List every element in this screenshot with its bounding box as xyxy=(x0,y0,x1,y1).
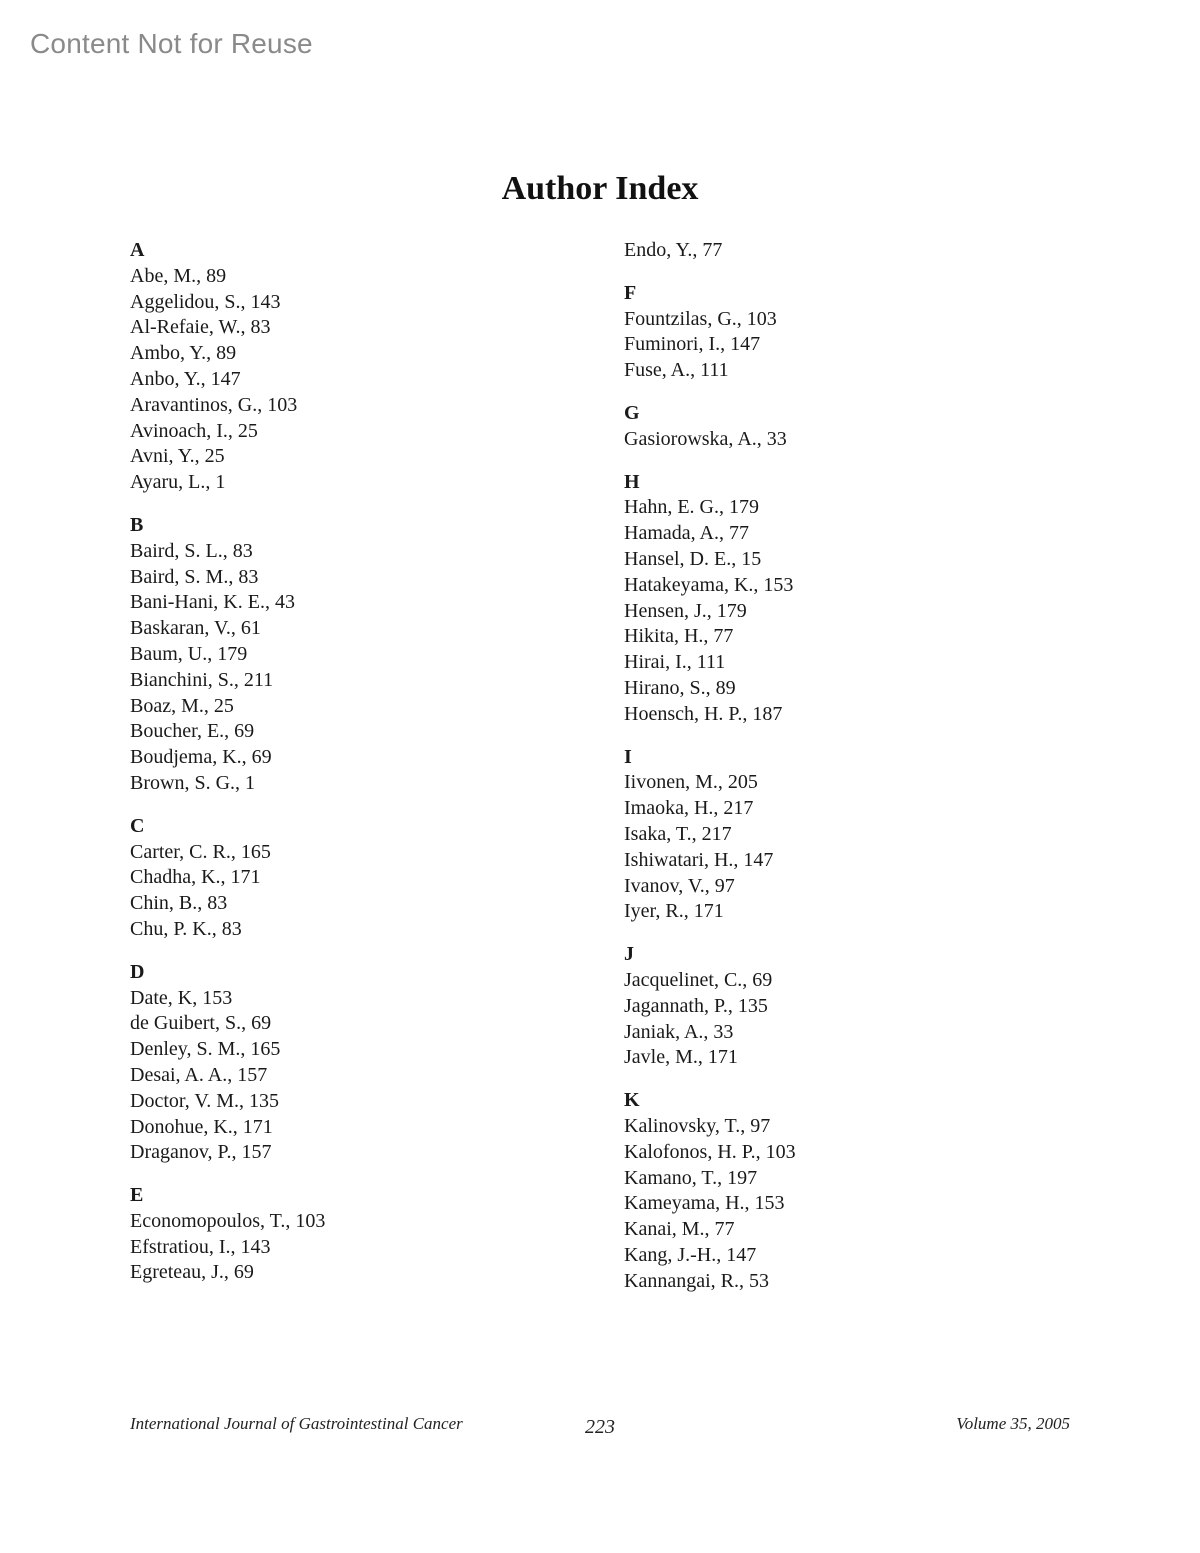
index-entry: Chu, P. K., 83 xyxy=(130,917,242,940)
index-letter-heading: A xyxy=(130,239,145,261)
index-group xyxy=(130,238,570,496)
index-entry: Al-Refaie, W., 83 xyxy=(130,316,271,339)
index-group xyxy=(624,1088,1064,1294)
index-group xyxy=(130,1183,570,1286)
index-letter-heading: D xyxy=(130,960,145,983)
index-entry: Doctor, V. M., 135 xyxy=(130,1089,280,1112)
index-entry: Boaz, M., 25 xyxy=(130,694,234,717)
index-column-left xyxy=(130,238,570,1303)
index-letter-heading: G xyxy=(624,401,640,424)
index-entry: Ayaru, L., 1 xyxy=(130,471,226,494)
index-entry: Egreteau, J., 69 xyxy=(130,1261,254,1284)
index-entry: Donohue, K., 171 xyxy=(130,1115,273,1138)
index-entry: Baird, S. L., 83 xyxy=(130,539,253,562)
index-entry: Hahn, E. G., 179 xyxy=(624,496,759,519)
index-letter-heading: C xyxy=(130,814,145,837)
index-group xyxy=(624,470,1064,728)
index-entry: Kang, J.-H., 147 xyxy=(624,1243,757,1266)
index-entry: Avni, Y., 25 xyxy=(130,445,225,468)
index-letter-heading: I xyxy=(624,745,632,768)
index-group xyxy=(624,281,1064,384)
index-entry: Kanai, M., 77 xyxy=(624,1218,735,1241)
index-entry: Chin, B., 83 xyxy=(130,892,228,915)
index-entry: Kameyama, H., 153 xyxy=(624,1192,785,1215)
index-entry: Baskaran, V., 61 xyxy=(130,617,261,640)
footer-journal-name: International Journal of Gastrointestinal Cancer xyxy=(130,1414,463,1433)
index-letter-heading: F xyxy=(624,281,637,304)
index-entry: Baird, S. M., 83 xyxy=(130,565,259,588)
index-letter-heading: J xyxy=(624,943,634,966)
index-entry: Hamada, A., 77 xyxy=(624,522,749,545)
index-entry: Chadha, K., 171 xyxy=(130,866,261,889)
index-entry: Hensen, J., 179 xyxy=(624,599,747,622)
index-entry: Draganov, P., 157 xyxy=(130,1141,272,1164)
index-group xyxy=(130,814,570,943)
index-letter-heading: H xyxy=(624,470,640,493)
index-entry: Bani-Hani, K. E., 43 xyxy=(130,591,295,614)
index-entry: Imaoka, H., 217 xyxy=(624,797,754,820)
page-title: Author Index xyxy=(501,170,699,207)
index-entry: Denley, S. M., 165 xyxy=(130,1038,281,1061)
index-entry: Baum, U., 179 xyxy=(130,642,248,665)
index-entry: Fuminori, I., 147 xyxy=(624,333,761,356)
index-entry: Efstratiou, I., 143 xyxy=(130,1235,271,1258)
index-entry: Aggelidou, S., 143 xyxy=(130,290,281,313)
index-group xyxy=(624,942,1064,1071)
index-entry: Carter, C. R., 165 xyxy=(130,840,271,863)
index-entry: Kalofonos, H. P., 103 xyxy=(624,1140,796,1163)
index-column-right xyxy=(624,238,1064,1311)
index-group xyxy=(624,238,1064,264)
index-entry: Avinoach, I., 25 xyxy=(130,419,258,442)
index-entry: Kannangai, R., 53 xyxy=(624,1269,769,1292)
index-entry: Hikita, H., 77 xyxy=(624,625,734,648)
index-group xyxy=(624,401,1064,453)
index-entry: Kamano, T., 197 xyxy=(624,1166,758,1189)
footer-volume: Volume 35, 2005 xyxy=(956,1414,1070,1433)
index-entry: Fuse, A., 111 xyxy=(624,359,729,382)
index-entry: Javle, M., 171 xyxy=(624,1046,738,1069)
index-entry: Bianchini, S., 211 xyxy=(130,668,274,691)
index-entry: Ambo, Y., 89 xyxy=(130,342,237,365)
index-entry: Hansel, D. E., 15 xyxy=(624,547,762,570)
index-entry: Boucher, E., 69 xyxy=(130,720,255,743)
index-entry: de Guibert, S., 69 xyxy=(130,1012,272,1035)
index-letter-heading: K xyxy=(624,1089,640,1112)
index-group xyxy=(624,745,1064,926)
index-entry: Hirano, S., 89 xyxy=(624,676,736,699)
index-entry: Kalinovsky, T., 97 xyxy=(624,1114,771,1137)
index-entry: Jacquelinet, C., 69 xyxy=(624,968,773,991)
index-entry: Ivanov, V., 97 xyxy=(624,874,735,897)
index-entry: Janiak, A., 33 xyxy=(624,1020,734,1043)
index-entry: Hoensch, H. P., 187 xyxy=(624,702,783,725)
index-entry: Isaka, T., 217 xyxy=(624,822,732,845)
index-entry: Aravantinos, G., 103 xyxy=(130,393,298,416)
watermark: Content Not for Reuse xyxy=(30,28,313,59)
index-group xyxy=(130,513,570,797)
index-entry: Jagannath, P., 135 xyxy=(624,994,768,1017)
index-entry: Hirai, I., 111 xyxy=(624,651,726,674)
index-entry: Brown, S. G., 1 xyxy=(130,771,256,794)
index-entry: Hatakeyama, K., 153 xyxy=(624,573,794,596)
index-entry: Date, K, 153 xyxy=(130,986,233,1009)
index-entry: Abe, M., 89 xyxy=(130,264,227,287)
footer-page-number: 223 xyxy=(585,1416,615,1438)
index-entry: Economopoulos, T., 103 xyxy=(130,1209,326,1232)
index-group xyxy=(130,960,570,1166)
index-entry: Endo, Y., 77 xyxy=(624,239,723,261)
index-entry: Iivonen, M., 205 xyxy=(624,771,758,794)
index-entry: Desai, A. A., 157 xyxy=(130,1063,268,1086)
index-entry: Boudjema, K., 69 xyxy=(130,746,272,769)
index-letter-heading: B xyxy=(130,513,144,536)
index-entry: Anbo, Y., 147 xyxy=(130,367,241,390)
index-entry: Fountzilas, G., 103 xyxy=(624,307,777,330)
index-entry: Gasiorowska, A., 33 xyxy=(624,427,787,450)
index-entry: Ishiwatari, H., 147 xyxy=(624,848,774,871)
index-letter-heading: E xyxy=(130,1184,144,1207)
index-entry: Iyer, R., 171 xyxy=(624,900,724,923)
